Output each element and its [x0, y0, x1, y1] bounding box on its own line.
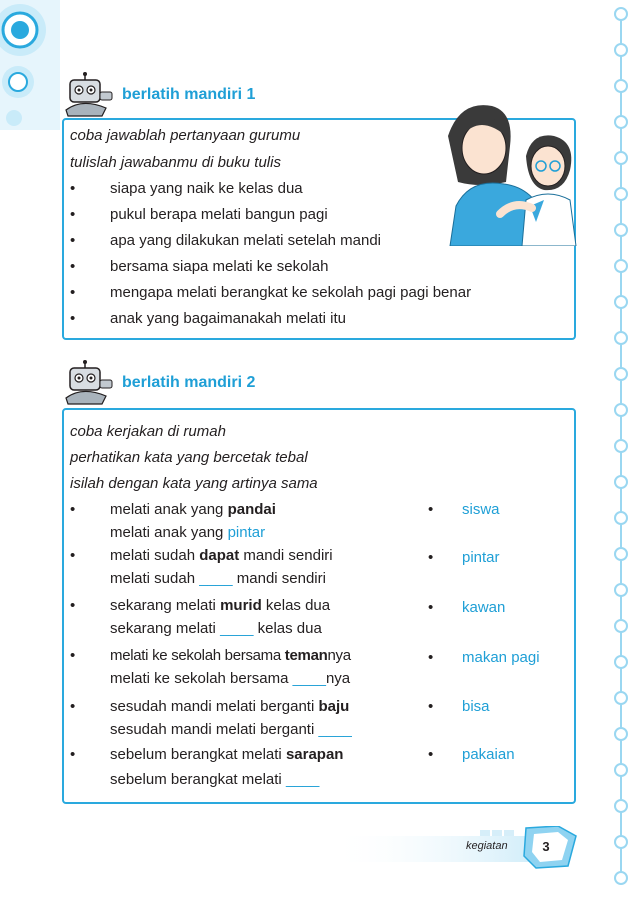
bullet: • [428, 501, 434, 518]
chain-border-decoration [610, 0, 632, 898]
exercise-sentence-6: sebelum berangkat melati sarapan [110, 746, 344, 763]
bullet: • [70, 310, 76, 327]
answer-sentence-1: melati anak yang pintar [110, 524, 266, 541]
bullet: • [428, 746, 434, 763]
section1-title: berlatih mandiri 1 [122, 86, 256, 103]
option-word-6: pakaian [462, 746, 515, 763]
exercise-sentence-3: sekarang melati murid kelas dua [110, 597, 331, 614]
answer-sentence-3: sekarang melati ____ kelas dua [110, 620, 322, 637]
section1-question-3: apa yang dilakukan melati setelah mandi [110, 232, 382, 249]
robot-icon [62, 360, 116, 408]
section2-intro-1: coba kerjakan di rumah [70, 423, 226, 440]
bullet: • [70, 501, 76, 518]
section2-title: berlatih mandiri 2 [122, 374, 256, 391]
section1-question-4: bersama siapa melati ke sekolah [110, 258, 329, 275]
page-number: 3 [542, 839, 550, 854]
section1-question-6: anak yang bagaimanakah melati itu [110, 310, 346, 327]
section1-question-1: siapa yang naik ke kelas dua [110, 180, 303, 197]
answer-blank[interactable]: ____ [199, 570, 233, 587]
answer-sentence-5: sesudah mandi melati berganti ____ [110, 721, 352, 738]
exercise-sentence-2: melati sudah dapat mandi sendiri [110, 547, 333, 564]
bullet: • [70, 698, 76, 715]
section1-question-5: mengapa melati berangkat ke sekolah pagi pagi benar [110, 284, 472, 301]
bullet: • [70, 284, 76, 301]
bullet: • [70, 547, 76, 564]
bullet: • [70, 232, 76, 249]
bullet: • [70, 647, 76, 664]
bullet: • [428, 549, 434, 566]
section1-question-2: pukul berapa melati bangun pagi [110, 206, 328, 223]
section2-heading [62, 360, 362, 410]
bold-word: pandai [227, 501, 276, 518]
robot-icon [62, 72, 116, 120]
option-word-1: siswa [462, 501, 500, 518]
bold-word: baju [318, 698, 350, 715]
answer-blank[interactable]: ____ [292, 670, 326, 687]
section2-intro-3: isilah dengan kata yang artinya sama [70, 475, 318, 492]
bold-word: murid [220, 597, 262, 614]
exercise-sentence-4: melati ke sekolah bersama temannya [110, 647, 351, 664]
section2-intro-2: perhatikan kata yang bercetak tebal [70, 449, 308, 466]
bullet: • [70, 180, 76, 197]
option-word-3: kawan [462, 599, 506, 616]
bold-word: teman [284, 647, 328, 664]
bullet: • [428, 599, 434, 616]
bold-word: sarapan [285, 746, 344, 763]
bullet: • [428, 698, 434, 715]
exercise-sentence-5: sesudah mandi melati berganti baju [110, 698, 350, 715]
bold-word: dapat [199, 547, 240, 564]
answer-blank[interactable]: ____ [220, 620, 254, 637]
section1-intro-1: coba jawablah pertanyaan gurumu [70, 127, 301, 144]
answer-fill: pintar [227, 524, 266, 541]
option-word-4: makan pagi [462, 649, 540, 666]
answer-sentence-6: sebelum berangkat melati ____ [110, 771, 320, 788]
bullet: • [70, 746, 76, 763]
answer-blank[interactable]: ____ [285, 771, 320, 788]
answer-blank[interactable]: ____ [318, 721, 352, 738]
bullet: • [70, 258, 76, 275]
exercise-sentence-1: melati anak yang pandai [110, 501, 276, 518]
section1-heading [62, 72, 362, 122]
mother-child-illustration [440, 96, 590, 246]
option-word-5: bisa [462, 698, 490, 715]
footer-label: kegiatan [466, 840, 508, 852]
answer-sentence-2: melati sudah ____ mandi sendiri [110, 570, 326, 587]
section1-intro-2: tulislah jawabanmu di buku tulis [70, 154, 281, 171]
bullet: • [70, 597, 76, 614]
option-word-2: pintar [462, 549, 500, 566]
bullet: • [428, 649, 434, 666]
answer-sentence-4: melati ke sekolah bersama ____nya [110, 670, 351, 687]
bullet: • [70, 206, 76, 223]
